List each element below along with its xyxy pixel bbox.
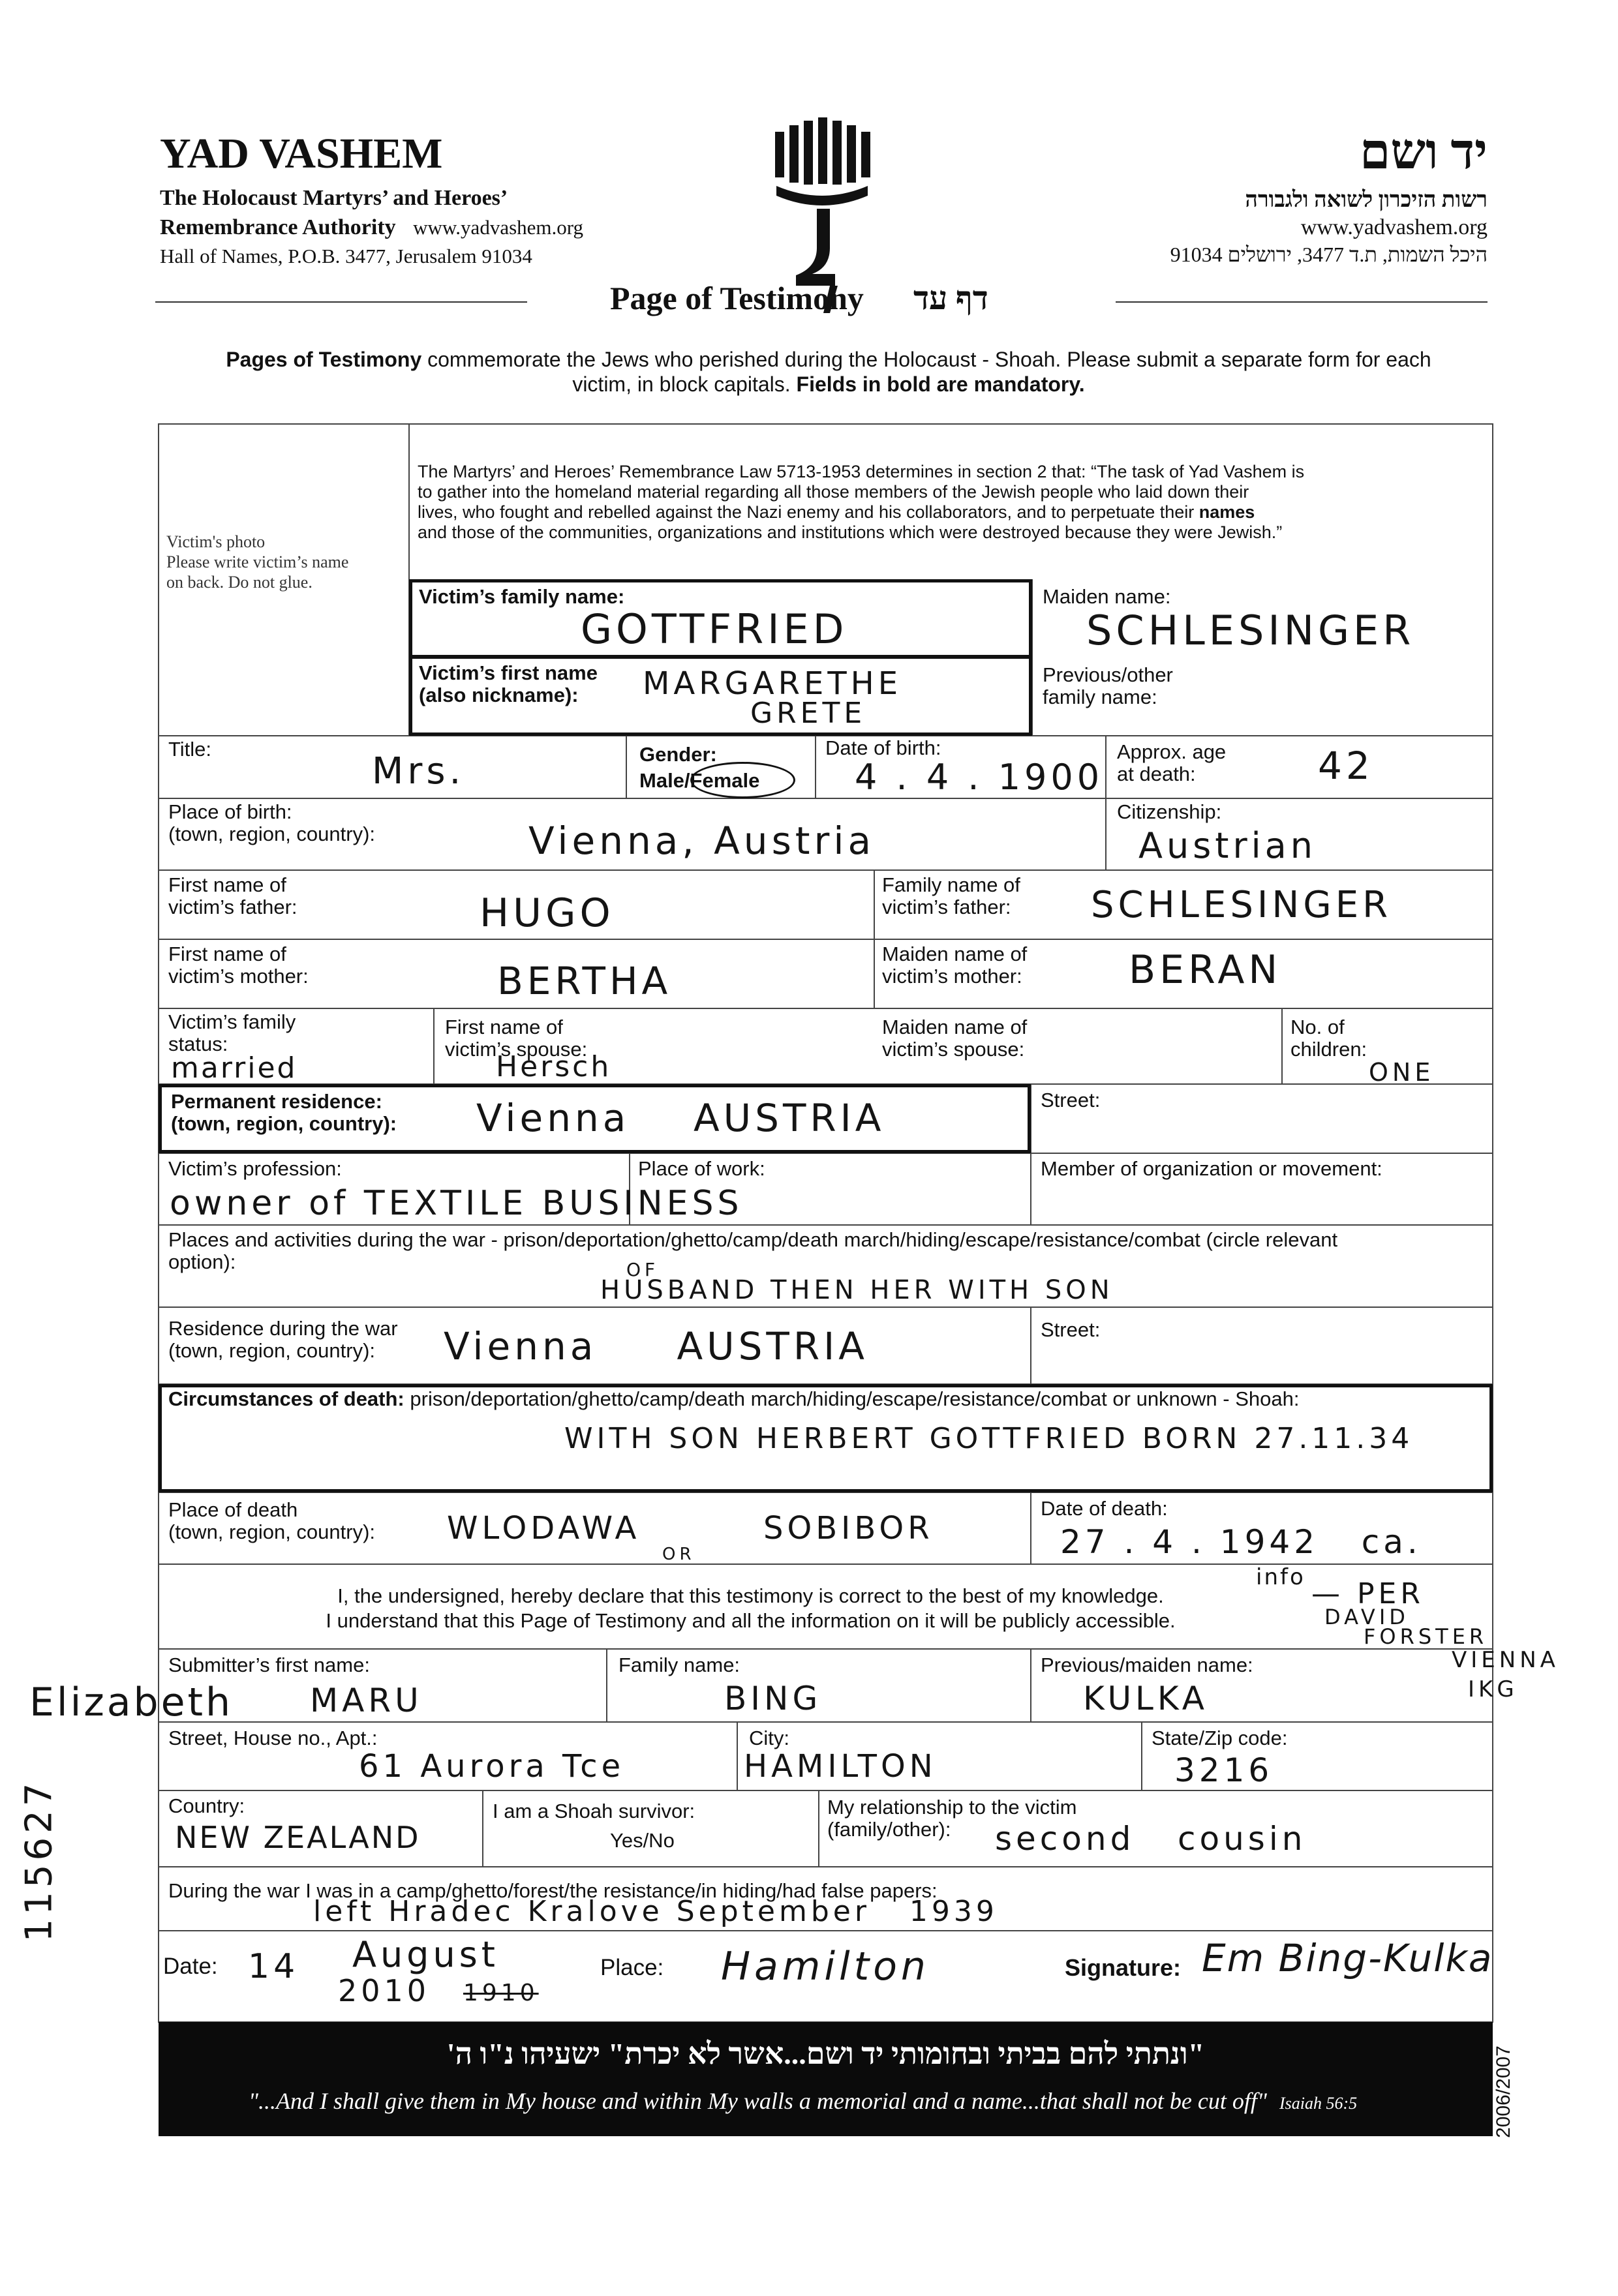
value-mother-maiden[interactable]: BERAN [1129,947,1282,993]
label-mother-maiden-line2: victim’s mother: [882,965,1022,988]
value-age[interactable]: 42 [1318,744,1374,788]
value-signature[interactable]: Em Bing-Kulka [1202,1936,1493,1980]
label-profession: Victim’s profession: [168,1157,342,1180]
value-residence[interactable]: Vienna AUSTRIA [476,1096,885,1140]
value-place-of-death-or[interactable]: OR [662,1545,695,1564]
note-vienna[interactable]: VIENNA [1452,1647,1559,1673]
label-previous-name-line1: Previous/other [1043,663,1173,686]
value-title[interactable]: Mrs. [372,750,465,793]
label-street-2: Street: [1041,1318,1101,1341]
org-address-he: היכל השמות, ת.ד 3477, ירושלים 91034 [1170,243,1488,266]
label-pob [168,801,375,845]
gender-option-male[interactable]: Male/ [639,769,690,792]
value-father-family[interactable]: SCHLESINGER [1091,884,1392,926]
value-status[interactable]: married [171,1051,298,1085]
intro-bold-lead: Pages of Testimony [226,348,422,371]
value-citizenship[interactable]: Austrian [1138,825,1317,866]
label-family-name: Victim’s family name: [419,585,625,608]
photo-box-line3: on back. Do not glue. [166,573,313,592]
value-place-of-death[interactable]: WLODAWA [447,1510,641,1547]
label-father-first [168,874,298,918]
value-spouse-first[interactable]: Hersch [496,1050,612,1083]
label-dob: Date of birth: [825,736,941,759]
value-sub-first-margin[interactable]: Elizabeth [29,1680,234,1725]
intro-bold-tail: Fields in bold are mandatory. [796,372,1085,396]
value-sub-family[interactable]: BING [724,1680,822,1717]
note-info[interactable]: info [1256,1564,1305,1590]
label-spouse-first-line1: First name of [445,1016,563,1038]
org-website-he: www.yadvashem.org [1300,215,1488,239]
label-war-residence-line1: Residence during the war [168,1317,398,1340]
photo-box-line2: Please write victim’s name [166,552,349,571]
label-circumstances-text: prison/deportation/ghetto/camp/death march/hiding/escape/resistance/combat or unknown - Shoah: [404,1387,1300,1410]
law-text-line3-bold: names [1198,502,1255,522]
value-sub-country[interactable]: NEW ZEALAND [175,1820,421,1855]
value-first-name[interactable]: MARGARETHE [643,665,902,702]
footer-banner [159,2022,1493,2136]
label-place-of-death-line2: (town, region, country): [168,1520,376,1543]
label-maiden-name: Maiden name: [1043,585,1171,608]
gender-option-female[interactable]: Female [690,769,760,792]
label-spouse-maiden-line2: victim’s spouse: [882,1038,1025,1061]
value-sub-relationship[interactable]: second cousin [995,1820,1307,1858]
label-age-line1: Approx. age [1117,740,1227,763]
law-text-line3 [418,502,1488,522]
note-forster[interactable]: FORSTER [1364,1624,1488,1649]
value-sub-city[interactable]: HAMILTON [744,1748,937,1785]
label-places [168,1229,1337,1273]
label-children-line2: children: [1290,1038,1367,1061]
value-maiden-name[interactable]: SCHLESINGER [1086,607,1415,654]
intro-text-line1: commemorate the Jews who perished during the Holocaust - Shoah. Please submit a separate form for each [421,348,1431,371]
org-name-en: YAD VASHEM [160,130,443,177]
value-nickname[interactable]: GRETE [750,697,866,730]
photo-box-line1: Victim's photo [166,532,266,551]
label-places-line2: option): [168,1250,236,1273]
label-first-name-line1: Victim’s first name [419,661,598,684]
declaration [159,1584,1493,1633]
label-residence-line2: (town, region, country): [171,1112,397,1135]
law-text-line2: to gather into the homeland material regarding all those members of the Jewish people who laid down their [418,482,1249,502]
label-status-line2: status: [168,1033,228,1055]
label-during-war: During the war I was in a camp/ghetto/forest/the resistance/in hiding/had false papers: [168,1879,938,1902]
value-places[interactable]: HUSBAND THEN HER WITH SON [600,1275,1114,1305]
label-date-of-death: Date of death: [1041,1497,1168,1520]
value-date-month[interactable]: August [352,1934,499,1975]
value-mother-first[interactable]: BERTHA [497,959,672,1003]
org-subtitle-authority: Remembrance Authority [160,215,396,239]
law-text [418,462,1488,543]
value-sub-prev[interactable]: KULKA [1083,1680,1209,1717]
label-sub-state: State/Zip code: [1152,1727,1288,1749]
label-age [1117,741,1226,785]
label-places-line1: Places and activities during the war - prison/deportation/ghetto/camp/death march/hiding/escape/resistance/combat (circle relevant [168,1228,1338,1251]
label-war-residence [168,1318,398,1362]
label-signature: Signature: [1065,1954,1182,1981]
footer-citation: Isaiah 56:5 [1279,2094,1358,2113]
label-mother-first [168,943,309,988]
note-per[interactable]: — PER [1311,1577,1424,1610]
value-sub-first[interactable]: MARU [310,1682,423,1719]
law-text-line4: and those of the communities, organizations and institutions which were destroyed because they were Jewish.” [418,522,1283,542]
label-date: Date: [163,1954,218,1979]
margin-number: 115627 [18,1779,61,1942]
label-circumstances-bold: Circumstances of death: [168,1387,404,1410]
value-children[interactable]: ONE [1369,1058,1435,1087]
label-residence [171,1091,397,1135]
footer-english-line [178,2087,1427,2115]
label-organization: Member of organization or movement: [1041,1157,1382,1180]
label-war-residence-line2: (town, region, country): [168,1339,376,1362]
value-place[interactable]: Hamilton [721,1944,930,1989]
org-address-en: Hall of Names, P.O.B. 3477, Jerusalem 91034 [160,245,532,267]
label-father-family-line2: victim’s father: [882,896,1011,918]
value-during-war[interactable]: left Hradec Kralove September 1939 [313,1895,998,1928]
label-first-name [419,662,598,706]
declaration-line2: I understand that this Page of Testimony and all the information on it will be publicly accessible. [326,1609,1176,1632]
label-sub-relationship-line2: (family/other): [827,1818,951,1841]
label-circumstances [168,1388,1299,1410]
value-pob[interactable]: Vienna, Austria [528,819,876,863]
law-text-line3-main: lives, who fought and rebelled against the Nazi enemy and his collaborators, and to perpetuate their [418,502,1199,522]
label-residence-line1: Permanent residence: [171,1090,382,1113]
label-mother-maiden [882,943,1027,988]
photo-box-instructions [166,532,348,592]
value-profession[interactable]: owner of TEXTILE BUSINESS [170,1184,743,1223]
label-sub-family: Family name: [618,1654,740,1676]
label-sub-yesno[interactable]: Yes/No [610,1829,675,1852]
label-mother-first-line2: victim’s mother: [168,965,309,988]
intro-text-line2: victim, in block capitals. [572,372,797,396]
value-places-of[interactable]: OF [626,1259,660,1280]
label-sub-prev: Previous/maiden name: [1041,1654,1253,1676]
form-code: 2006/2007 [1493,2046,1514,2138]
label-sub-first: Submitter’s first name: [168,1654,370,1676]
label-previous-name [1043,664,1173,708]
label-sub-relationship-line1: My relationship to the victim [827,1796,1077,1819]
value-date-year[interactable]: 2010 [338,1973,431,2008]
label-sub-street: Street, House no., Apt.: [168,1727,378,1749]
label-children-line1: No. of [1290,1016,1345,1038]
org-subtitle-he: רשות הזיכרון לשואה ולגבורה [1245,188,1488,212]
label-street: Street: [1041,1089,1101,1111]
org-name-he: יד ושם [1359,125,1488,179]
label-pob-line1: Place of birth: [168,800,292,823]
label-spouse-maiden [882,1016,1027,1061]
label-status-line1: Victim’s family [168,1010,296,1033]
org-website-en: www.yadvashem.org [413,216,584,239]
label-previous-name-line2: family name: [1043,686,1157,708]
label-pob-line2: (town, region, country): [168,823,376,845]
label-sub-survivor: I am a Shoah survivor: [493,1800,695,1822]
value-date-of-death[interactable]: 27 . 4 . 1942 ca. [1060,1523,1422,1561]
note-david[interactable]: DAVID [1324,1605,1409,1629]
gender-female-circle [690,762,795,798]
label-age-line2: at death: [1117,763,1196,785]
label-citizenship: Citizenship: [1117,800,1222,823]
note-ikg[interactable]: IKG [1468,1676,1518,1702]
footer-hebrew-quote: "ונתתי להם בביתי ובחומותי יד ושם...אשר לא יכרת" ישעיהו נ"ו ה' [446,2037,1205,2070]
form-title-en: Page of Testimony [610,280,864,316]
label-sub-city: City: [749,1727,789,1749]
label-father-first-line2: victim’s father: [168,896,298,918]
label-spouse-maiden-line1: Maiden name of [882,1016,1028,1038]
label-children [1290,1016,1367,1061]
label-father-family-line1: Family name of [882,873,1020,896]
value-family-name[interactable]: GOTTFRIED [581,605,848,653]
value-father-first[interactable]: HUGO [480,890,615,936]
label-first-name-line2: (also nickname): [419,684,579,706]
label-status [168,1011,296,1055]
label-place-of-death-line1: Place of death [168,1498,298,1521]
label-father-first-line1: First name of [168,873,286,896]
value-circumstances[interactable]: WITH SON HERBERT GOTTFRIED BORN 27.11.34 [564,1422,1414,1455]
label-gender: Gender: [639,743,717,766]
footer-english-quote: "...And I shall give them in My house and within My walls a memorial and a name...that shall not be cut off" [248,2088,1267,2114]
law-text-line1: The Martyrs’ and Heroes’ Remembrance Law 5713-1953 determines in section 2 that: “The task of Yad Vashem is [418,462,1305,481]
value-war-residence[interactable]: Vienna AUSTRIA [444,1324,868,1368]
value-date-day[interactable]: 14 [248,1947,299,1986]
label-mother-first-line1: First name of [168,943,286,965]
label-workplace: Place of work: [638,1157,765,1180]
form-title-he: דף עד [913,280,988,316]
label-sub-country: Country: [168,1794,245,1817]
value-dob[interactable]: 4 . 4 . 1900 [855,757,1104,798]
value-sub-state[interactable]: 3216 [1174,1751,1274,1789]
value-sub-street[interactable]: 61 Aurora Tce [359,1748,625,1785]
label-place-of-death [168,1499,375,1543]
org-subtitle-line1: The Holocaust Martyrs’ and Heroes’ [160,186,508,210]
value-place-of-death-alt[interactable]: SOBIBOR [763,1510,934,1547]
label-place: Place: [600,1955,664,1980]
value-date-struck: 1910 [463,1980,539,2006]
declaration-line1: I, the undersigned, hereby declare that this testimony is correct to the best of my knowledge. [337,1584,1164,1607]
label-spouse-first-line2: victim’s spouse: [445,1038,588,1061]
label-title: Title: [168,738,212,761]
label-father-family [882,874,1020,918]
label-mother-maiden-line1: Maiden name of [882,943,1028,965]
